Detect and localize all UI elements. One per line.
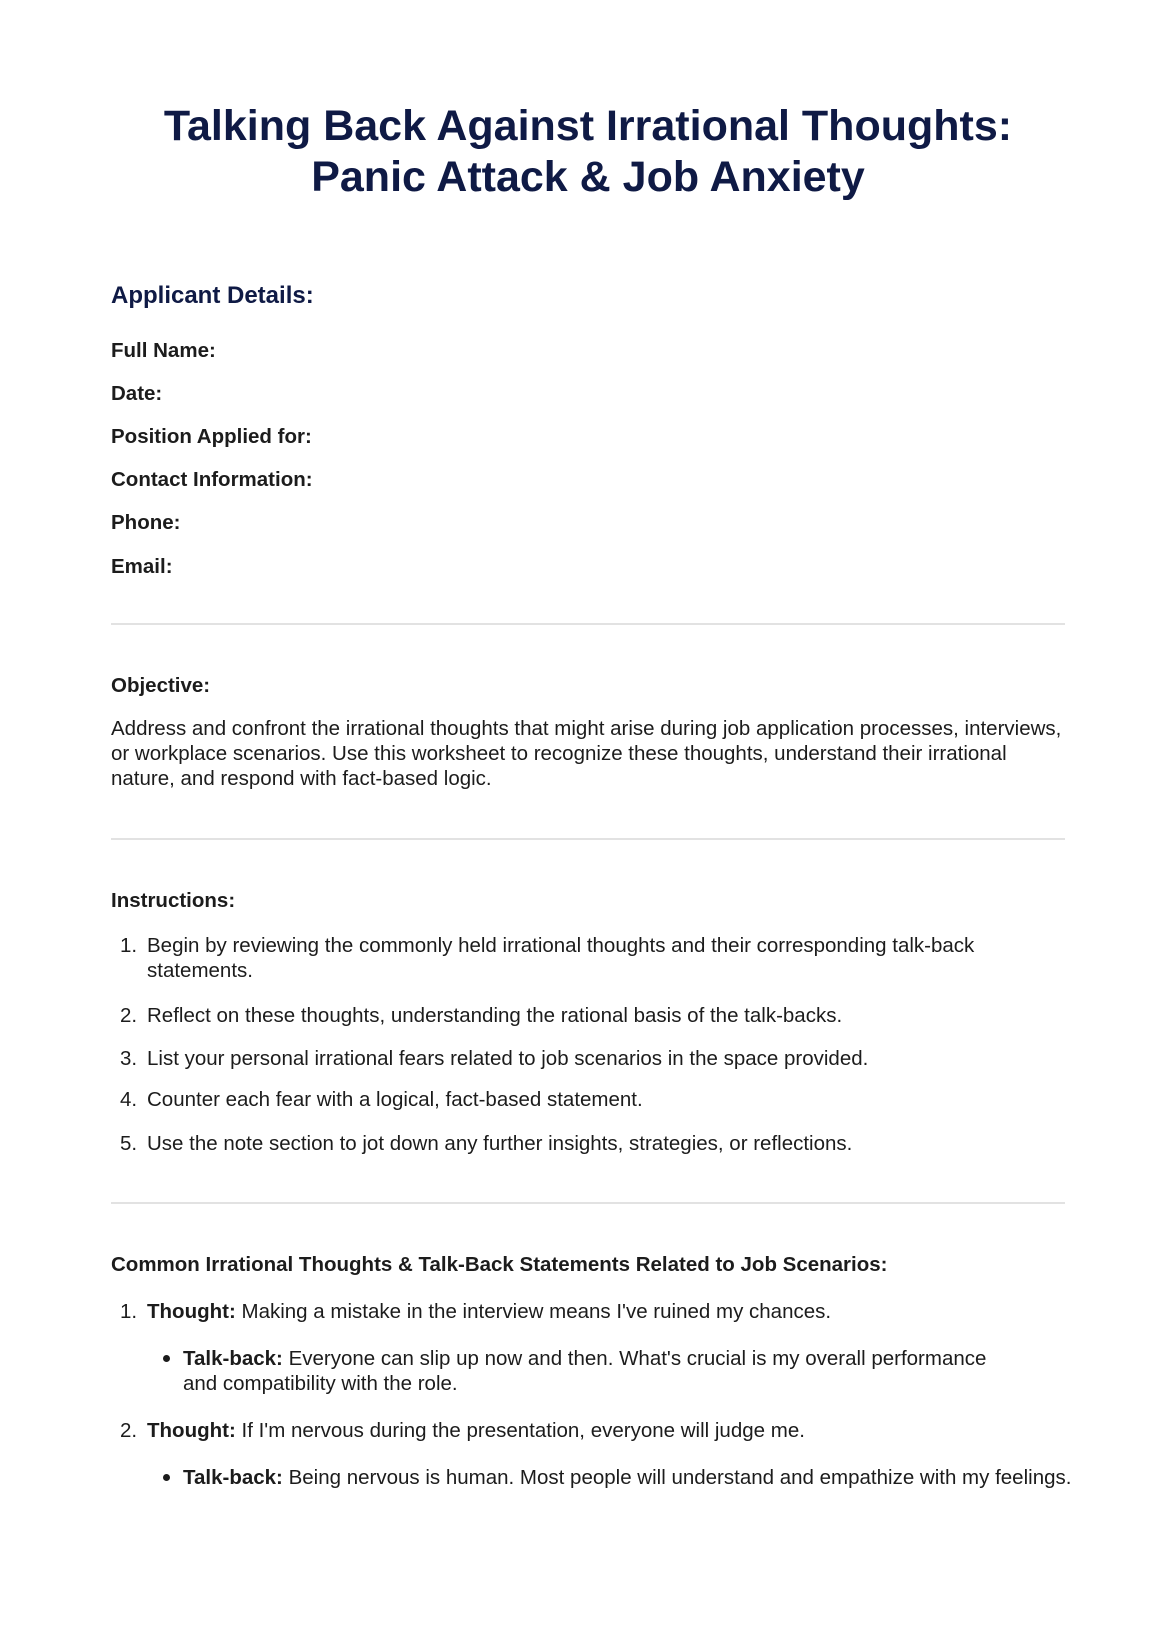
title-line-2: Panic Attack & Job Anxiety — [311, 153, 865, 201]
item-number: 4. — [120, 1088, 138, 1111]
bullet-icon — [163, 1355, 170, 1362]
objective-heading: Objective: — [111, 674, 211, 697]
item-text: Begin by reviewing the commonly held irrational thoughts and their corresponding talk-back statements. — [147, 934, 975, 982]
item-text: Counter each fear with a logical, fact-based statement. — [147, 1088, 643, 1111]
thought-item — [111, 1418, 1065, 1443]
divider — [111, 623, 1065, 625]
thought-label: Thought: — [147, 1419, 236, 1442]
divider — [111, 1202, 1065, 1204]
instruction-item — [111, 1087, 1065, 1112]
title-line-1: Talking Back Against Irrational Thoughts: — [163, 102, 1013, 150]
instruction-item — [111, 1131, 1065, 1156]
field-position: Position Applied for: — [111, 425, 312, 448]
applicant-heading: Applicant Details: — [111, 282, 314, 309]
talkback-label: Talk-back: — [183, 1466, 283, 1489]
talkback-item — [111, 1465, 1076, 1490]
thought-label: Thought: — [147, 1300, 236, 1323]
talkback-item — [111, 1346, 1026, 1396]
item-number: 2. — [120, 1419, 138, 1442]
field-email: Email: — [111, 555, 173, 578]
field-full-name: Full Name: — [111, 339, 216, 362]
item-number: 1. — [120, 934, 138, 957]
instruction-item — [111, 1003, 1065, 1028]
objective-text: Address and confront the irrational thoughts that might arise during job application processes, interviews, or workplace scenarios. Use this worksheet to recognize these thoughts, understand their irrational nature, and respond with fact-based logic. — [111, 717, 1062, 790]
common-heading: Common Irrational Thoughts & Talk-Back Statements Related to Job Scenarios: — [111, 1253, 888, 1276]
item-number: 2. — [120, 1004, 138, 1027]
item-number: 1. — [120, 1300, 138, 1323]
item-text: List your personal irrational fears related to job scenarios in the space provided. — [147, 1047, 869, 1070]
thought-text: Making a mistake in the interview means I've ruined my chances. — [241, 1300, 832, 1323]
item-text: Reflect on these thoughts, understanding the rational basis of the talk-backs. — [147, 1004, 843, 1027]
talkback-text: Being nervous is human. Most people will understand and empathize with my feelings. — [288, 1466, 1072, 1489]
instruction-item — [111, 933, 1056, 983]
item-number: 3. — [120, 1047, 138, 1070]
field-date: Date: — [111, 382, 163, 405]
talkback-text: Everyone can slip up now and then. What's crucial is my overall performance and compatibility with the role. — [183, 1347, 987, 1395]
instruction-item — [111, 1046, 1065, 1071]
field-phone: Phone: — [111, 511, 181, 534]
thought-item — [111, 1299, 1065, 1324]
item-number: 5. — [120, 1132, 138, 1155]
divider — [111, 838, 1065, 840]
thought-text: If I'm nervous during the presentation, everyone will judge me. — [241, 1419, 805, 1442]
field-contact: Contact Information: — [111, 468, 313, 491]
bullet-icon — [163, 1474, 170, 1481]
talkback-label: Talk-back: — [183, 1347, 283, 1370]
page-title — [0, 101, 1176, 203]
instructions-heading: Instructions: — [111, 889, 236, 912]
item-text: Use the note section to jot down any further insights, strategies, or reflections. — [147, 1132, 853, 1155]
